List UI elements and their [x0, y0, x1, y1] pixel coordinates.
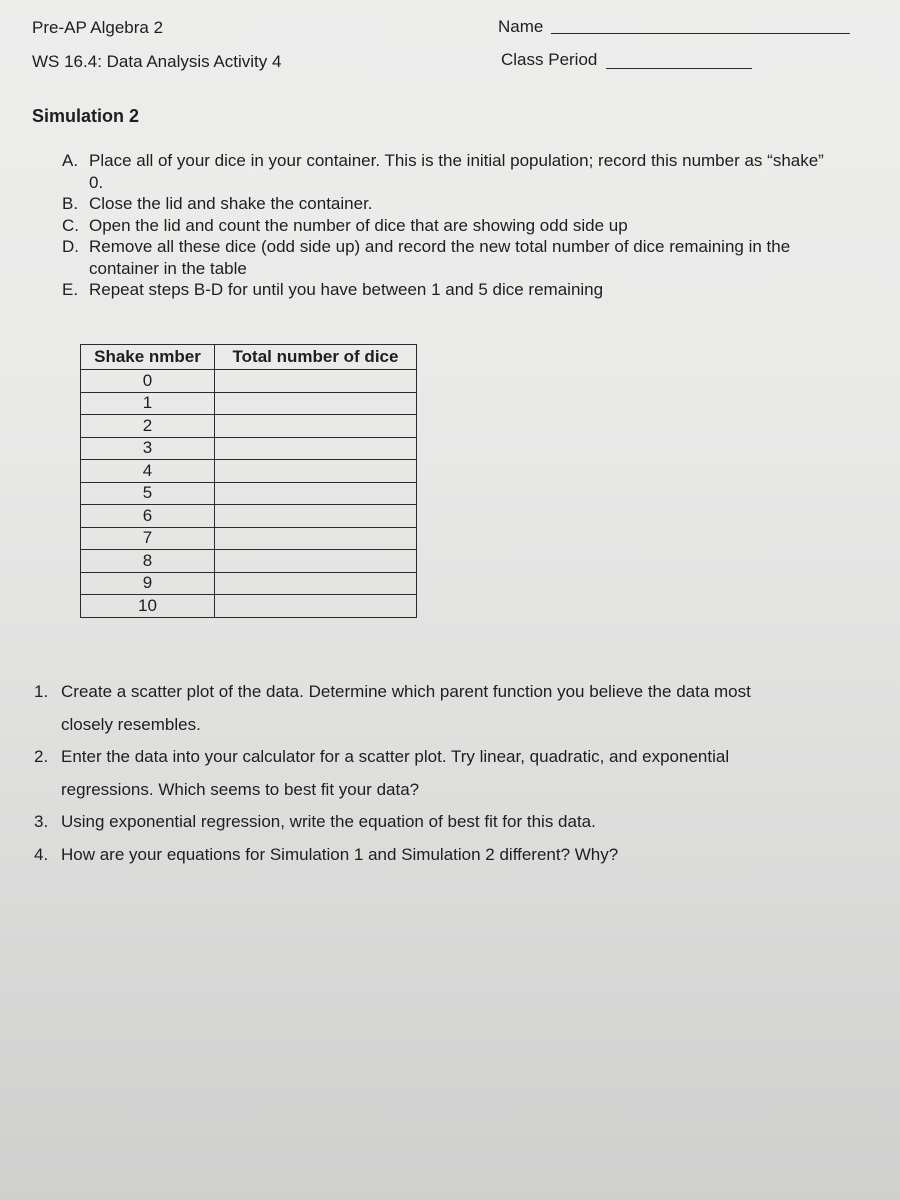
shake-number-cell: 10 [81, 595, 215, 618]
step-item [62, 193, 862, 215]
worksheet-title: WS 16.4: Data Analysis Activity 4 [32, 52, 282, 71]
table-row [81, 415, 417, 438]
question-number: 2. [34, 747, 49, 766]
shake-number-cell: 9 [81, 572, 215, 595]
total-dice-cell[interactable] [215, 572, 417, 595]
shake-number-cell: 5 [81, 482, 215, 505]
shake-number-cell: 1 [81, 392, 215, 415]
total-dice-cell[interactable] [215, 505, 417, 528]
question-text: Create a scatter plot of the data. Determine which parent function you believe the data most closely resembles. [61, 682, 751, 734]
shake-number-cell: 2 [81, 415, 215, 438]
total-dice-cell[interactable] [215, 415, 417, 438]
question-list [34, 676, 834, 871]
question-number: 1. [34, 682, 49, 701]
table-header-row [81, 345, 417, 370]
class-period-field-line[interactable] [606, 68, 752, 69]
total-dice-cell[interactable] [215, 595, 417, 618]
name-field-line[interactable] [551, 33, 850, 34]
step-letter: D. [62, 237, 79, 256]
step-item [62, 215, 862, 237]
table-row [81, 505, 417, 528]
total-dice-cell[interactable] [215, 482, 417, 505]
step-letter: E. [62, 280, 79, 299]
shake-number-cell: 8 [81, 550, 215, 573]
step-text: Close the lid and shake the container. [89, 194, 373, 213]
table-row [81, 370, 417, 393]
step-text: Remove all these dice (odd side up) and record the new total number of dice remaining in the container in the table [89, 237, 791, 278]
step-item [62, 236, 862, 279]
shake-number-cell: 0 [81, 370, 215, 393]
step-text: Open the lid and count the number of dice that are showing odd side up [89, 215, 628, 235]
table-row [81, 460, 417, 483]
step-text: Repeat steps B-D for until you have between 1 and 5 dice remaining [89, 280, 604, 299]
section-title: Simulation 2 [32, 106, 140, 126]
question-item [34, 839, 834, 872]
shake-number-cell: 4 [81, 460, 215, 483]
total-dice-cell[interactable] [215, 460, 417, 483]
question-item [34, 741, 834, 806]
table-row [81, 527, 417, 550]
step-letter: B. [62, 194, 79, 213]
total-dice-cell[interactable] [215, 392, 417, 415]
instruction-steps [62, 150, 862, 301]
step-item [62, 279, 862, 301]
step-text: Place all of your dice in your container. This is the initial population; record this number as “shake” 0. [89, 151, 824, 192]
shake-number-cell: 3 [81, 437, 215, 460]
question-number: 3. [34, 812, 49, 831]
table-row [81, 550, 417, 573]
total-dice-cell[interactable] [215, 527, 417, 550]
name-label: Name [498, 17, 544, 36]
table-row [81, 392, 417, 415]
question-item [34, 806, 834, 839]
question-number: 4. [34, 844, 49, 864]
total-dice-cell[interactable] [215, 370, 417, 393]
table-row [81, 572, 417, 595]
question-text: How are your equations for Simulation 1 and Simulation 2 different? Why? [61, 844, 619, 864]
total-dice-cell[interactable] [215, 550, 417, 573]
step-item [62, 150, 862, 193]
table-row [81, 595, 417, 618]
question-text: Enter the data into your calculator for a scatter plot. Try linear, quadratic, and exponential regressions. Which seems to best fit your data? [61, 747, 730, 799]
table-row [81, 437, 417, 460]
step-letter: A. [62, 151, 79, 170]
question-text: Using exponential regression, write the equation of best fit for this data. [61, 812, 596, 831]
table-row [81, 482, 417, 505]
column-header-shake-number: Shake nmber [81, 345, 215, 370]
shake-data-table [80, 344, 417, 618]
shake-number-cell: 7 [81, 527, 215, 550]
class-period-label: Class Period [501, 50, 598, 69]
shake-number-cell: 6 [81, 505, 215, 528]
course-title: Pre-AP Algebra 2 [32, 18, 164, 37]
column-header-total-dice: Total number of dice [215, 345, 417, 370]
step-letter: C. [62, 215, 79, 235]
total-dice-cell[interactable] [215, 437, 417, 460]
question-item [34, 676, 834, 741]
